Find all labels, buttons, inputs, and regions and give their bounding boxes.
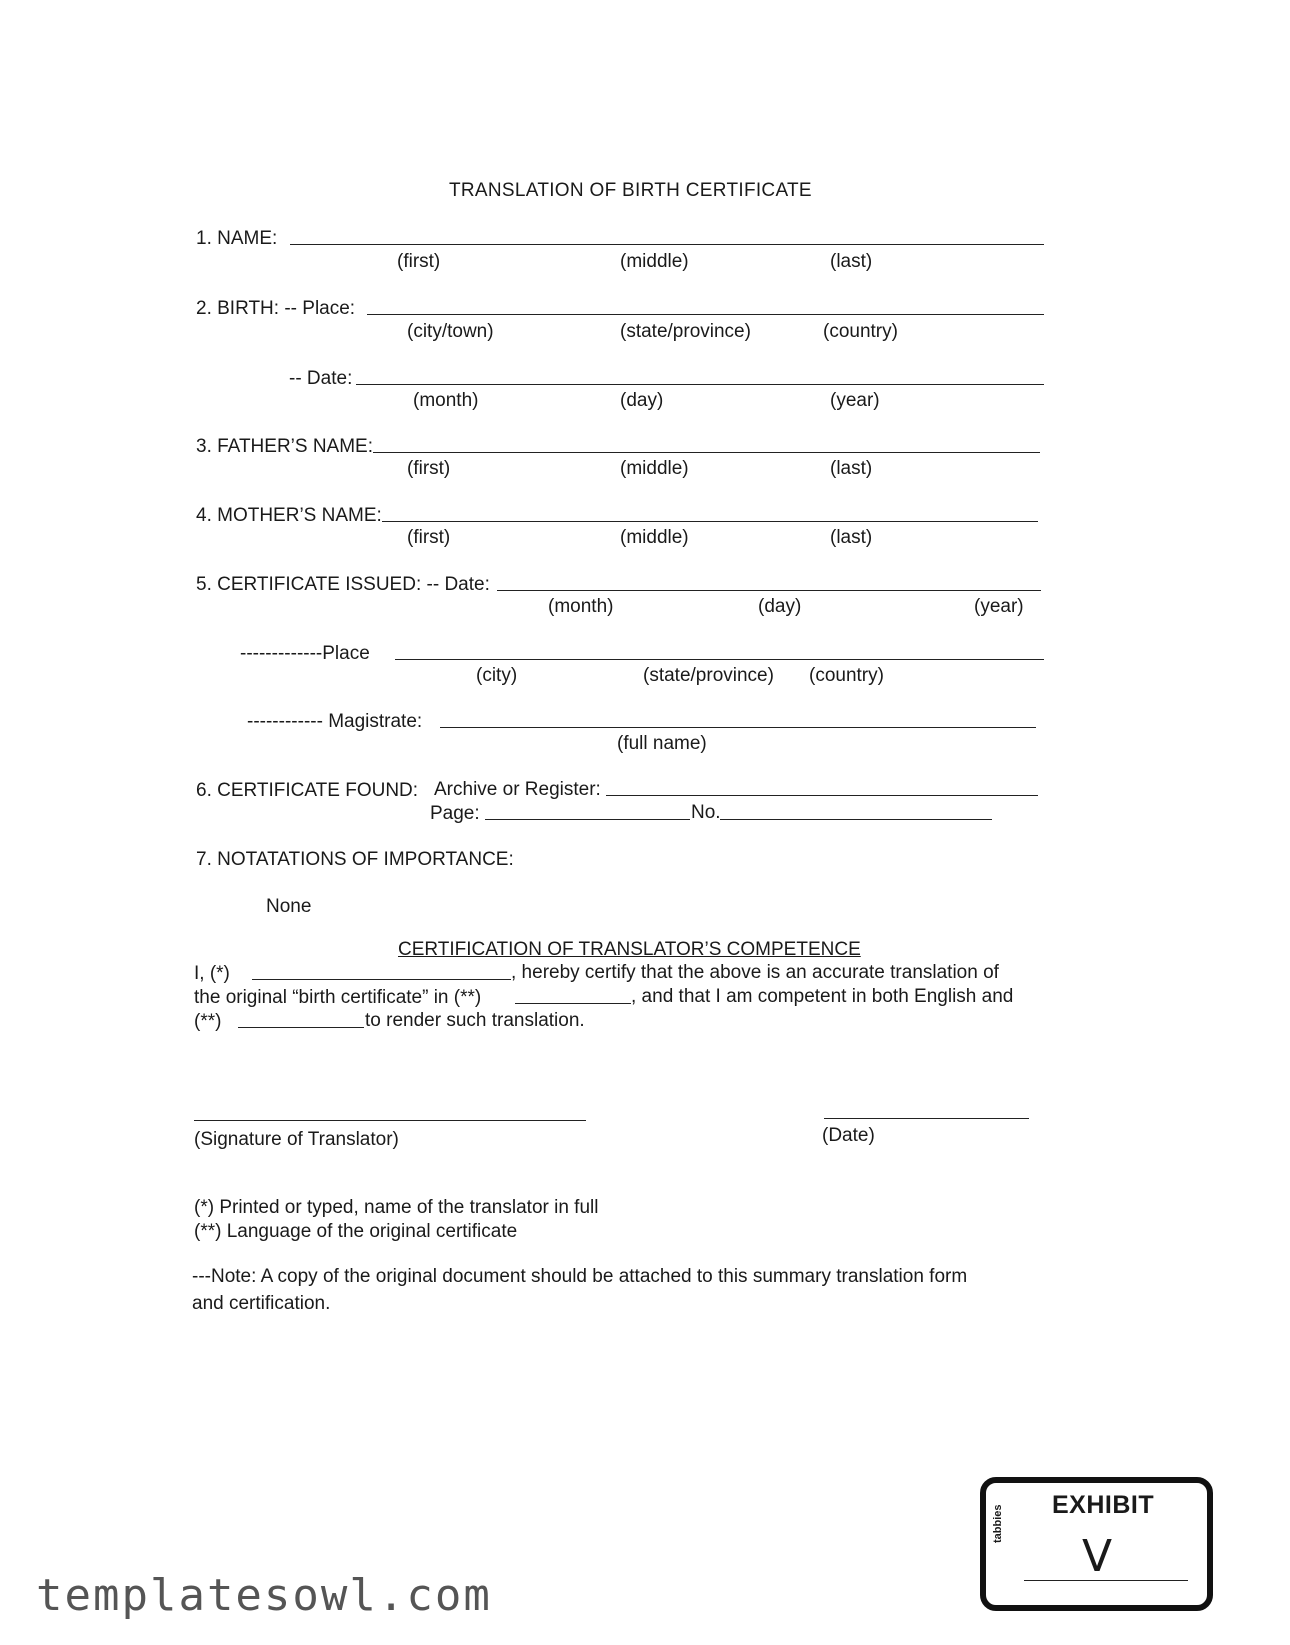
- magistrate-full-name-caption: (full name): [617, 733, 707, 754]
- language-input-line-1[interactable]: [515, 1003, 631, 1004]
- name-first-caption: (first): [397, 251, 441, 272]
- footnote-translator: (*) Printed or typed, name of the translator in full: [194, 1197, 599, 1218]
- language-input-line-2[interactable]: [238, 1027, 364, 1028]
- name-label: 1. NAME:: [196, 228, 278, 249]
- birth-place-input-line[interactable]: [367, 314, 1044, 315]
- mother-name-input-line[interactable]: [382, 521, 1038, 522]
- magistrate-input-line[interactable]: [440, 727, 1036, 728]
- page-input-line[interactable]: [485, 819, 690, 820]
- father-last-caption: (last): [830, 458, 873, 479]
- name-last-caption: (last): [830, 251, 873, 272]
- father-first-caption: (first): [407, 458, 451, 479]
- issued-month-caption: (month): [548, 596, 614, 617]
- mother-name-label: 4. MOTHER’S NAME:: [196, 505, 382, 526]
- birth-month-caption: (month): [413, 390, 479, 411]
- no-label: No.: [691, 802, 721, 823]
- document-title: TRANSLATION OF BIRTH CERTIFICATE: [449, 180, 812, 201]
- signature-input-line[interactable]: [194, 1120, 586, 1121]
- birth-city-caption: (city/town): [407, 321, 494, 342]
- issued-city-caption: (city): [476, 665, 518, 686]
- watermark: templatesowl.com: [36, 1570, 492, 1621]
- name-input-line[interactable]: [290, 244, 1044, 245]
- birth-date-input-line[interactable]: [356, 384, 1044, 385]
- exhibit-title: EXHIBIT: [1052, 1491, 1155, 1519]
- issued-place-label: -------------Place: [240, 643, 370, 664]
- issued-country-caption: (country): [809, 665, 884, 686]
- cert-line3-start: (**): [194, 1011, 222, 1032]
- issued-place-input-line[interactable]: [395, 659, 1044, 660]
- father-name-label: 3. FATHER’S NAME:: [196, 436, 374, 457]
- archive-label: Archive or Register:: [434, 779, 601, 800]
- archive-input-line[interactable]: [606, 795, 1038, 796]
- certification-heading: CERTIFICATION OF TRANSLATOR’S COMPETENCE: [398, 939, 861, 960]
- date-label: (Date): [822, 1125, 875, 1146]
- issued-date-input-line[interactable]: [497, 590, 1041, 591]
- cert-line2-start: the original “birth certificate” in (**): [194, 987, 482, 1008]
- birth-country-caption: (country): [823, 321, 898, 342]
- birth-place-label: 2. BIRTH: -- Place:: [196, 298, 356, 319]
- father-middle-caption: (middle): [620, 458, 689, 479]
- notations-value: None: [266, 896, 312, 917]
- page-label: Page:: [430, 803, 480, 824]
- cert-line1-start: I, (*): [194, 963, 230, 984]
- mother-last-caption: (last): [830, 527, 873, 548]
- note-line-2: and certification.: [192, 1293, 331, 1314]
- issued-day-caption: (day): [758, 596, 802, 617]
- note-line-1: ---Note: A copy of the original document should be attached to this summary translation form: [192, 1266, 968, 1287]
- date-input-line[interactable]: [824, 1118, 1029, 1119]
- birth-date-label: -- Date:: [289, 368, 353, 389]
- birth-day-caption: (day): [620, 390, 664, 411]
- notations-label: 7. NOTATATIONS OF IMPORTANCE:: [196, 849, 514, 870]
- stamp-brand: tabbies: [992, 1504, 1004, 1543]
- mother-first-caption: (first): [407, 527, 451, 548]
- signature-label: (Signature of Translator): [194, 1129, 399, 1150]
- issued-state-caption: (state/province): [643, 665, 774, 686]
- mother-middle-caption: (middle): [620, 527, 689, 548]
- cert-line2-end: , and that I am competent in both English and: [631, 986, 1014, 1007]
- translator-name-input-line[interactable]: [252, 979, 511, 980]
- no-input-line[interactable]: [720, 819, 992, 820]
- exhibit-mark-line: [1024, 1580, 1188, 1581]
- name-middle-caption: (middle): [620, 251, 689, 272]
- birth-year-caption: (year): [830, 390, 880, 411]
- father-name-input-line[interactable]: [373, 452, 1040, 453]
- birth-state-caption: (state/province): [620, 321, 751, 342]
- magistrate-label: ------------ Magistrate:: [247, 711, 423, 732]
- cert-line3-end: to render such translation.: [365, 1010, 585, 1031]
- footnote-language: (**) Language of the original certificate: [194, 1221, 518, 1242]
- cert-line1-end: , hereby certify that the above is an accurate translation of: [511, 962, 999, 983]
- exhibit-stamp: [980, 1477, 1213, 1611]
- issued-date-label: 5. CERTIFICATE ISSUED: -- Date:: [196, 574, 490, 595]
- exhibit-mark: V: [1082, 1531, 1113, 1582]
- found-label: 6. CERTIFICATE FOUND:: [196, 780, 419, 801]
- issued-year-caption: (year): [974, 596, 1024, 617]
